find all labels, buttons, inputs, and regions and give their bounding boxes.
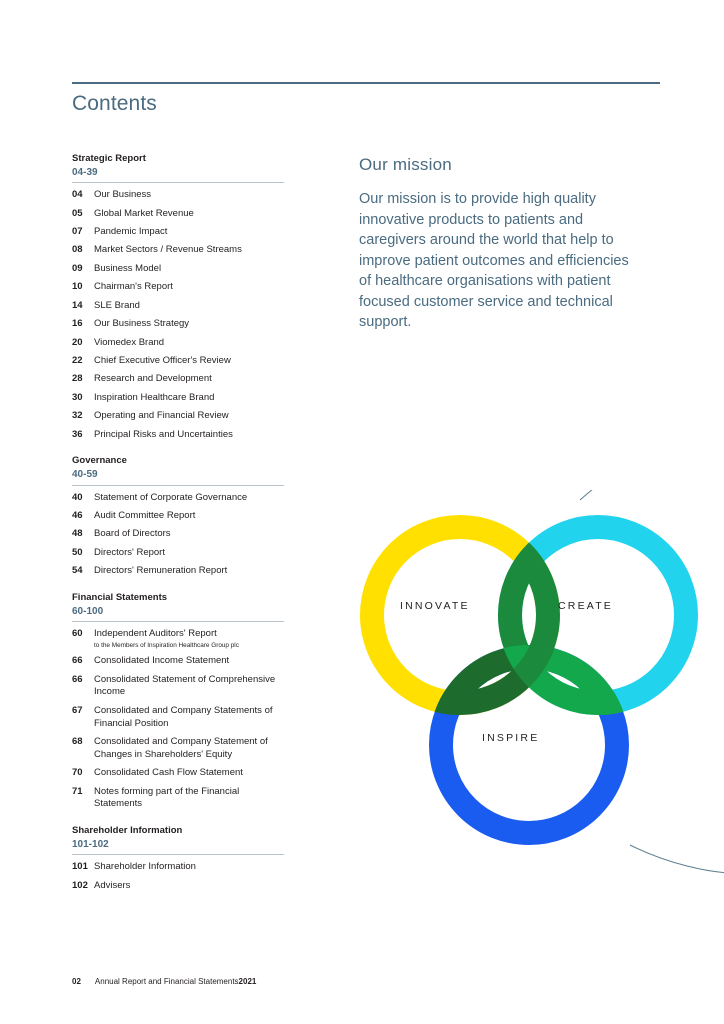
toc-entry-label: Audit Committee Report: [94, 510, 196, 522]
toc-entry-page: 05: [72, 207, 83, 219]
toc-entry-page: 71: [72, 785, 83, 797]
toc-entry-label: Directors' Report: [94, 546, 165, 558]
page-footer: [72, 977, 256, 986]
toc-entry-label: Consolidated Income Statement: [94, 655, 230, 667]
toc-entry[interactable]: [72, 510, 284, 523]
toc-entry[interactable]: [72, 655, 284, 668]
ring-label-innovate: INNOVATE: [400, 600, 470, 612]
toc-entry[interactable]: [72, 880, 284, 893]
toc-section-range: 04-39: [72, 166, 98, 178]
toc-entry-label: Statement of Corporate Governance: [94, 491, 248, 503]
toc-entry-label: Chief Executive Officer's Review: [94, 354, 231, 366]
toc-entry-page: 30: [72, 391, 83, 403]
toc-section-title: Governance: [72, 455, 127, 467]
toc-entry-page: 10: [72, 281, 83, 293]
toc-entry-label: Market Sectors / Revenue Streams: [94, 244, 242, 256]
toc-entry-label: Consolidated and Company Statement of Changes in Shareholders' Equity: [94, 735, 268, 760]
page-title: Contents: [72, 92, 157, 115]
toc-entry-label: Principal Risks and Uncertainties: [94, 428, 233, 440]
toc-entry-page: 102: [72, 879, 88, 891]
toc-entry-page: 14: [72, 299, 83, 311]
toc-entry-label: Chairman's Report: [94, 281, 173, 293]
toc-entry-page: 40: [72, 491, 83, 503]
toc-section-title: Shareholder Information: [72, 825, 183, 837]
toc-entry-page: 66: [72, 673, 83, 685]
toc-section-range: 101-102: [72, 838, 109, 850]
toc-section-strategic-report: [72, 152, 284, 441]
toc-entry-page: 67: [72, 704, 83, 716]
toc-entry-page: 32: [72, 410, 83, 422]
toc-entry-label: SLE Brand: [94, 299, 140, 311]
ring-label-create: CREATE: [558, 600, 614, 612]
toc-entry-page: 22: [72, 354, 83, 366]
toc-entry[interactable]: [72, 547, 284, 560]
toc-entry[interactable]: [72, 208, 284, 221]
toc-entry-page: 50: [72, 546, 83, 558]
rings-svg: [330, 490, 724, 890]
toc-entry[interactable]: [72, 767, 284, 780]
toc-entry[interactable]: [72, 565, 284, 578]
toc-entry-page: 07: [72, 226, 83, 238]
table-of-contents: [72, 152, 284, 906]
toc-entry-page: 70: [72, 767, 83, 779]
footer-text: Annual Report and Financial Statements: [94, 977, 239, 986]
toc-entry-page: 04: [72, 189, 83, 201]
toc-entry[interactable]: [72, 861, 284, 874]
toc-entry-label: Pandemic Impact: [94, 226, 168, 238]
toc-section-range: 40-59: [72, 469, 98, 481]
toc-entry[interactable]: [72, 244, 284, 257]
toc-entry-page: 36: [72, 428, 83, 440]
toc-section-divider: [72, 485, 284, 486]
toc-entry-label: Research and Development: [94, 373, 212, 385]
toc-entry-label: Notes forming part of the Financial Statements: [94, 785, 240, 810]
toc-entry-page: 101: [72, 861, 88, 873]
toc-entry-page: 66: [72, 655, 83, 667]
toc-section-title: Financial Statements: [72, 592, 168, 604]
header-divider: [72, 82, 660, 84]
toc-entry[interactable]: [72, 189, 284, 202]
toc-entry[interactable]: [72, 492, 284, 505]
toc-entry[interactable]: [72, 373, 284, 386]
toc-entry[interactable]: [72, 318, 284, 331]
toc-entry-page: 46: [72, 510, 83, 522]
toc-entry-label: Board of Directors: [94, 528, 171, 540]
toc-entry[interactable]: [72, 736, 284, 762]
toc-entry[interactable]: [72, 786, 284, 812]
toc-entry-page: 28: [72, 373, 83, 385]
toc-entry-label: Consolidated and Company Statements of Financial Position: [94, 704, 273, 729]
toc-entry-page: 48: [72, 528, 83, 540]
toc-entry[interactable]: [72, 528, 284, 541]
footer-year: 2021: [238, 977, 257, 986]
toc-entry[interactable]: [72, 705, 284, 731]
mission-title: Our mission: [359, 155, 452, 174]
toc-entry[interactable]: [72, 429, 284, 442]
toc-entry-label: Advisers: [94, 879, 131, 891]
toc-entry-label: Consolidated Statement of Comprehensive Income: [94, 673, 276, 698]
toc-entry-page: 16: [72, 318, 83, 330]
toc-entry-page: 08: [72, 244, 83, 256]
mission-body: Our mission is to provide high quality innovative products to patients and caregivers around the world that help to improve patient outcomes and efficiencies of healthcare organisations with patient focused customer service and technical support.: [359, 191, 629, 331]
toc-entry[interactable]: [72, 355, 284, 368]
toc-section-divider: [72, 182, 284, 183]
toc-section-governance: [72, 454, 284, 578]
toc-entry-label: Consolidated Cash Flow Statement: [94, 767, 243, 779]
toc-section-range: 60-100: [72, 605, 104, 617]
toc-entry-label: Operating and Financial Review: [94, 410, 229, 422]
toc-entry-label: Business Model: [94, 262, 162, 274]
toc-entry[interactable]: [72, 410, 284, 423]
venn-rings-graphic: [330, 490, 724, 890]
toc-entry[interactable]: [72, 337, 284, 350]
toc-entry[interactable]: [72, 674, 284, 700]
toc-entry[interactable]: [72, 281, 284, 294]
toc-entry-label: Inspiration Healthcare Brand: [94, 391, 215, 403]
toc-entry-page: 20: [72, 336, 83, 348]
toc-entry-page: 60: [72, 628, 83, 640]
toc-entry-page: 54: [72, 565, 83, 577]
toc-entry[interactable]: [72, 392, 284, 405]
toc-entry-page: 09: [72, 262, 83, 274]
toc-section-shareholder-information: [72, 824, 284, 892]
ring-label-inspire: INSPIRE: [482, 732, 540, 744]
toc-entry[interactable]: [72, 628, 284, 651]
toc-entry-label: Our Business: [94, 189, 152, 201]
toc-entry-label: Global Market Revenue: [94, 207, 194, 219]
mission-block: [359, 155, 639, 333]
toc-entry-label: Independent Auditors' Report: [94, 628, 217, 640]
toc-section-financial-statements: [72, 591, 284, 811]
toc-entry-label: Our Business Strategy: [94, 318, 190, 330]
toc-entry[interactable]: [72, 263, 284, 276]
toc-entry-label: Directors' Remuneration Report: [94, 565, 228, 577]
toc-entry[interactable]: [72, 300, 284, 313]
toc-entry-page: 68: [72, 735, 83, 747]
toc-section-title: Strategic Report: [72, 153, 146, 164]
toc-entry-label: Viomedex Brand: [94, 336, 165, 348]
toc-section-divider: [72, 854, 284, 855]
footer-page-number: 02: [72, 977, 81, 986]
toc-entry-subtitle: to the Members of Inspiration Healthcare Group plc: [94, 642, 239, 650]
toc-entry-label: Shareholder Information: [94, 861, 196, 873]
toc-entry[interactable]: [72, 226, 284, 239]
toc-section-divider: [72, 621, 284, 622]
